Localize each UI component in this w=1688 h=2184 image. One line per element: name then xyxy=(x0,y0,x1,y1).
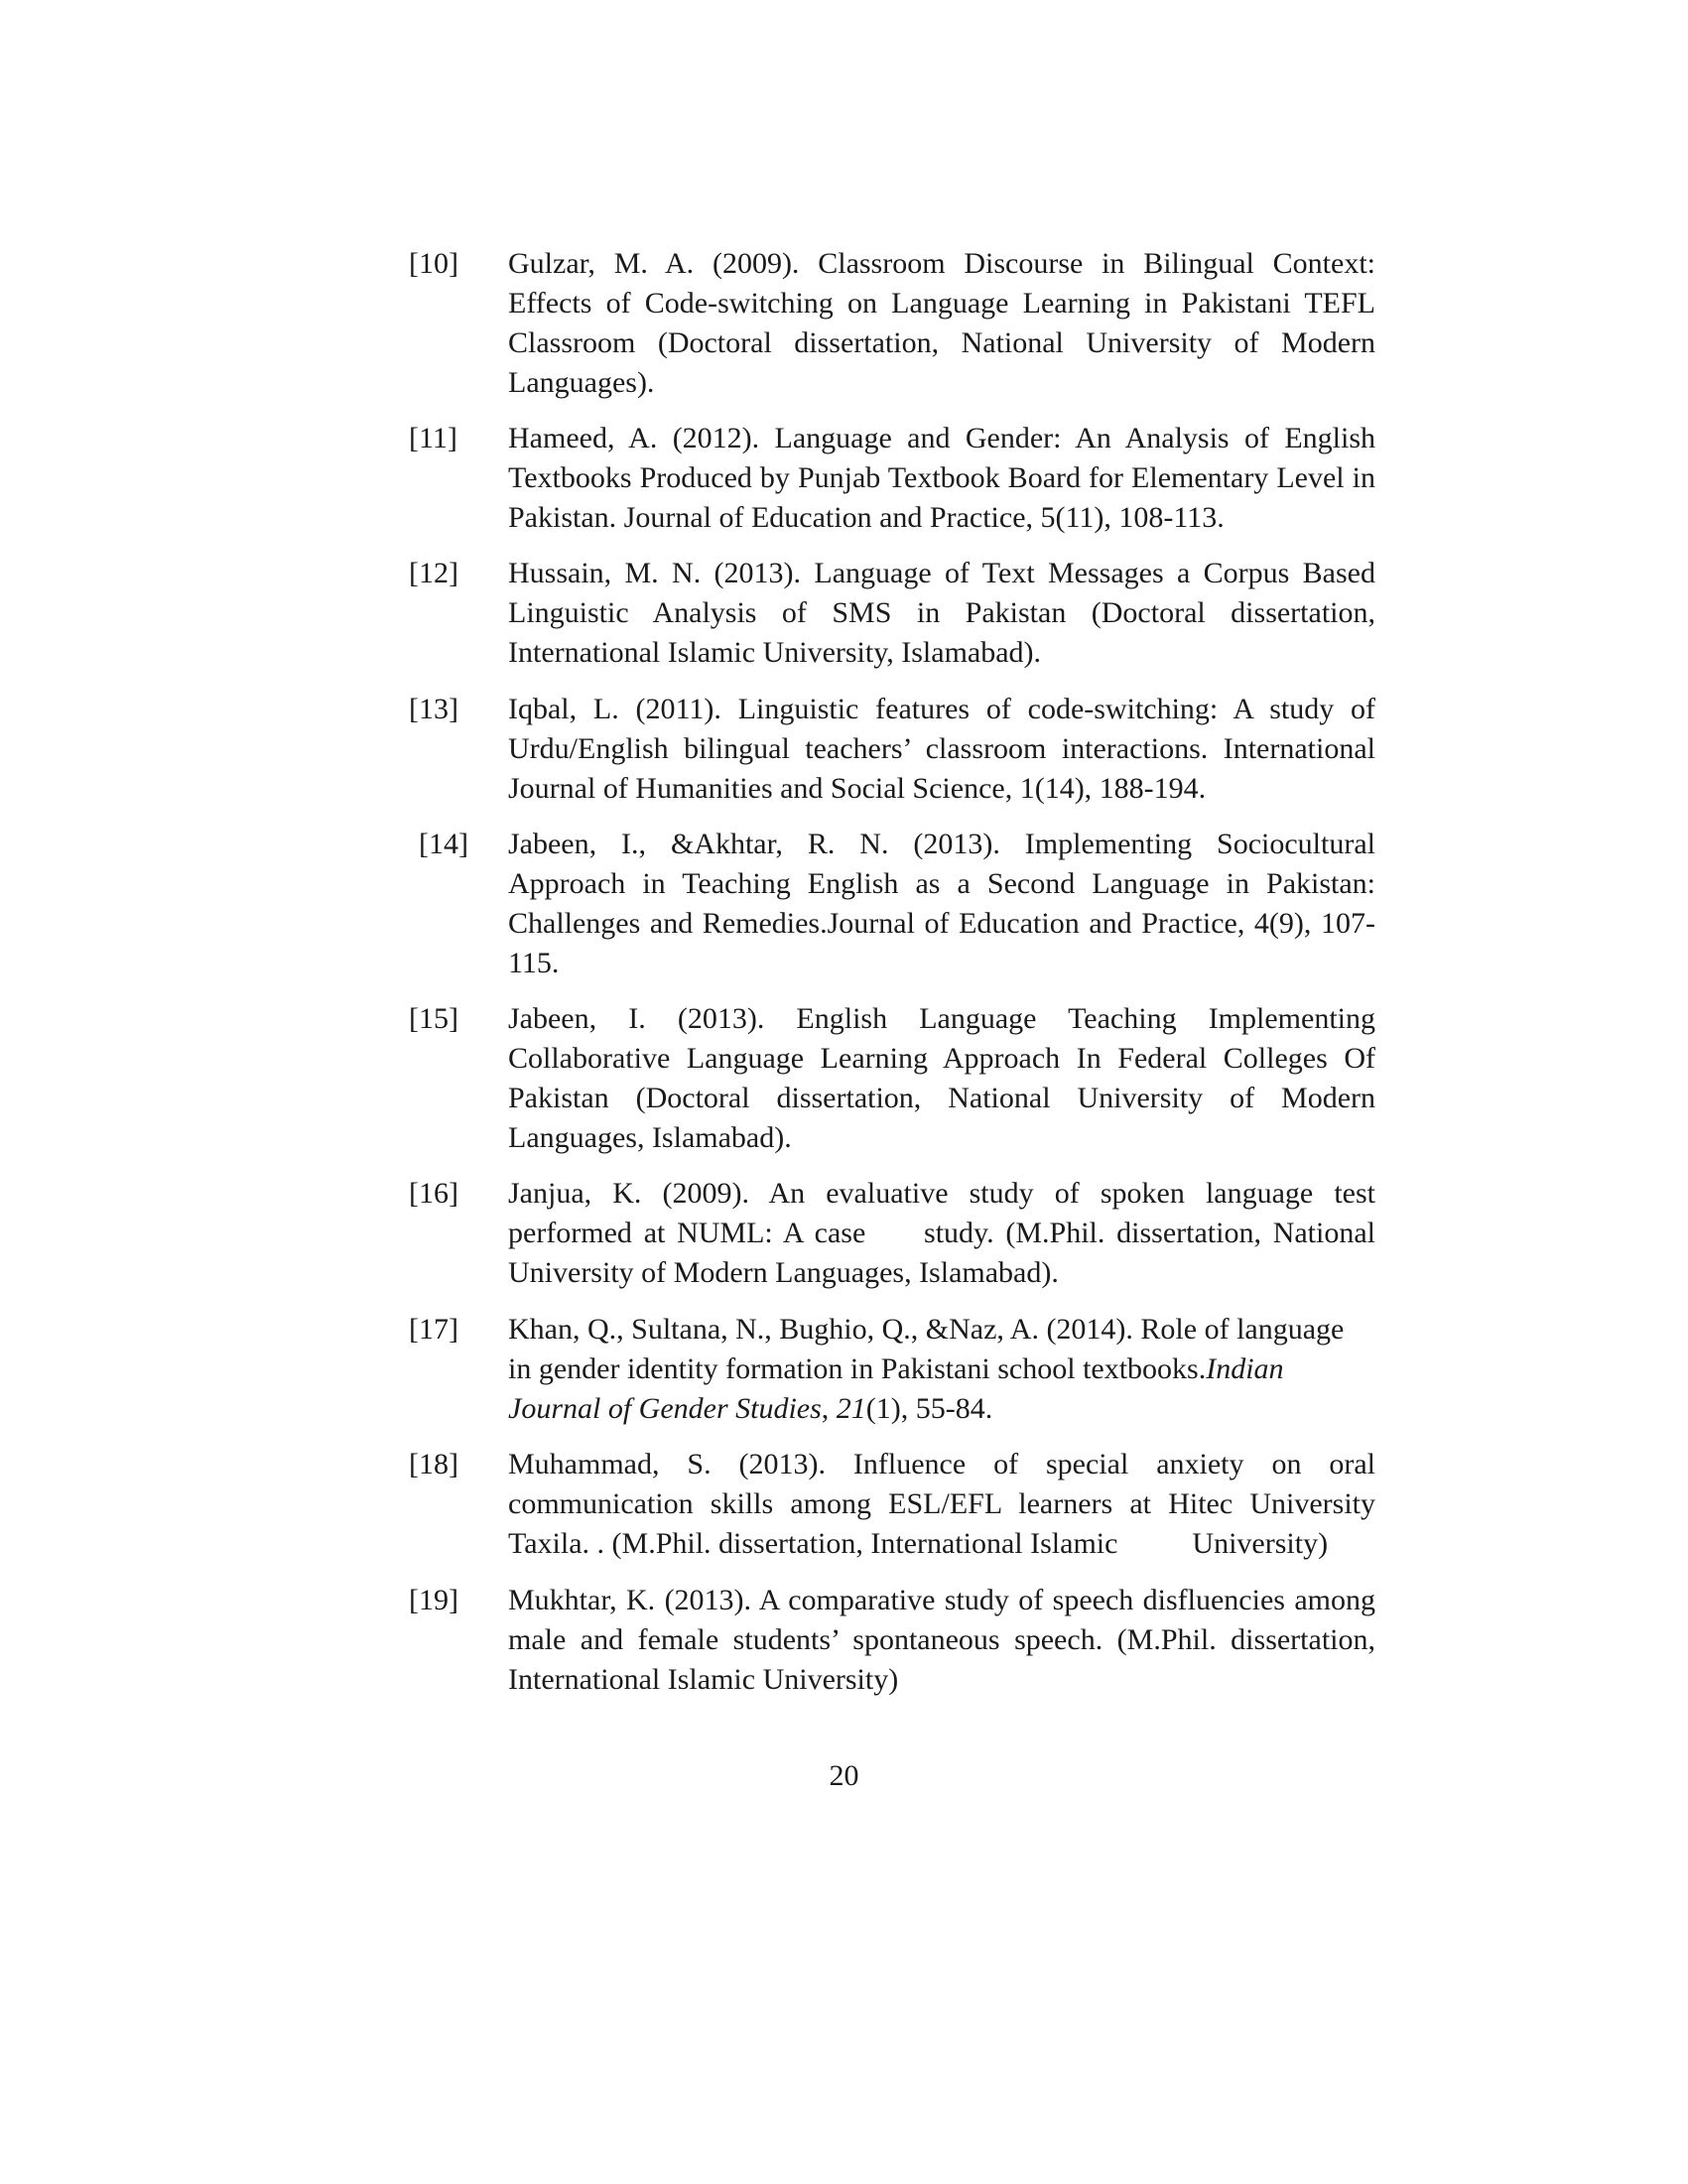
journal-volume: 21 xyxy=(836,1392,866,1425)
reference-number: [14] xyxy=(419,828,468,860)
reference-number: [19] xyxy=(409,1584,458,1616)
reference-number: [16] xyxy=(409,1177,458,1210)
reference-text-after: (1), 55-84. xyxy=(865,1392,993,1425)
reference-text: Janjua, K. (2009). An evaluative study of spoken language test performed at NUML: A case study. (M.Phil. dissertation, National University of Modern Languages, Islamabad). xyxy=(508,1177,1383,1289)
reference-text: Jabeen, I., &Akhtar, R. N. (2013). Implementing Sociocultural Approach in Teaching English as a Second Language in Pakistan: Challenges and Remedies.Journal of Education and Practice, 4(9), 107-115. xyxy=(508,828,1375,979)
reference-text: Mukhtar, K. (2013). A comparative study of speech disfluencies among male and female students’ spontaneous speech. (M.Phil. dissertation, International Islamic University) xyxy=(508,1584,1375,1696)
page-number: 20 xyxy=(829,1759,859,1792)
reference-text: Jabeen, I. (2013). English Language Teaching Implementing Collaborative Language Learning Approach In Federal Colleges Of Pakistan (Doctoral dissertation, National University of Modern Languages, Islamabad). xyxy=(508,1002,1375,1154)
reference-text-before: Khan, Q., Sultana, N., Bughio, Q., &Naz, A. (2014). Role of language in gender identity formation in Pakistani school textbooks. xyxy=(508,1313,1345,1385)
reference-number: [17] xyxy=(409,1313,458,1346)
reference-text: Iqbal, L. (2011). Linguistic features of code-switching: A study of Urdu/English bilingual teachers’ classroom interactions. International Journal of Humanities and Social Science, 1(14), 188-194. xyxy=(508,693,1375,805)
reference-number: [13] xyxy=(409,693,458,725)
journal-title: Indian Journal of Gender Studies xyxy=(508,1352,1284,1425)
reference-comma: , xyxy=(821,1392,837,1425)
reference-text: Hameed, A. (2012). Language and Gender: An Analysis of English Textbooks Produced by Punjab Textbook Board for Elementary Level in Pakistan. Journal of Education and Practice, 5(11), 108-113. xyxy=(508,422,1375,534)
reference-number: [10] xyxy=(409,247,458,280)
reference-text: Gulzar, M. A. (2009). Classroom Discourse in Bilingual Context: Effects of Code-switching on Language Learning in Pakistani TEFL Classroom (Doctoral dissertation, National University of Modern Languages). xyxy=(508,247,1375,399)
reference-number: [15] xyxy=(409,1002,458,1035)
reference-number: [11] xyxy=(409,422,457,454)
reference-number: [12] xyxy=(409,557,458,589)
reference-text: Muhammad, S. (2013). Influence of special anxiety on oral communication skills among ESL/EFL learners at Hitec University Taxila. . (M.Phil. dissertation, International Islamic University) xyxy=(508,1448,1383,1560)
reference-number: [18] xyxy=(409,1448,458,1480)
reference-text xyxy=(508,1310,1362,1429)
reference-text: Hussain, M. N. (2013). Language of Text Messages a Corpus Based Linguistic Analysis of SMS in Pakistan (Doctoral dissertation, International Islamic University, Islamabad). xyxy=(508,557,1375,669)
